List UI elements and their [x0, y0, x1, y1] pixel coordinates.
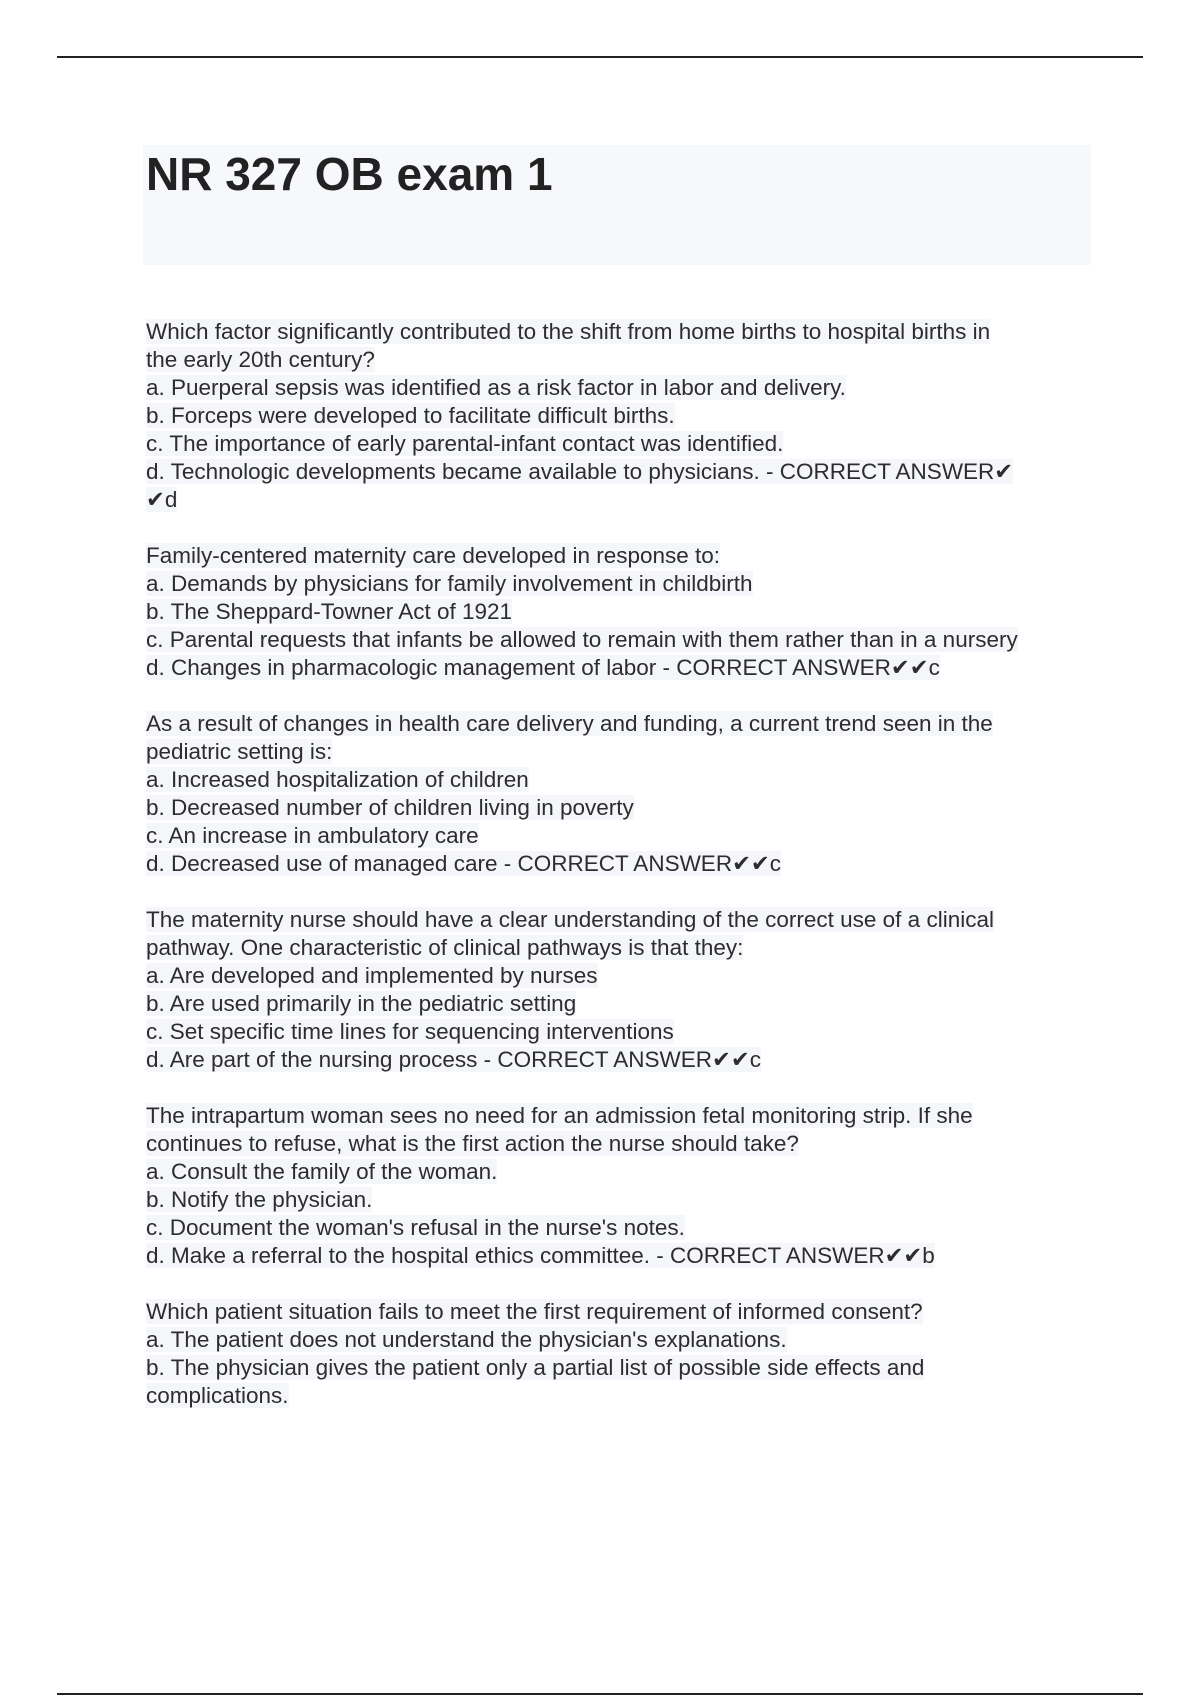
question-4 — [146, 906, 1091, 1074]
option-d-with-answer: d. Are part of the nursing process - CORRECT ANSWER✔✔c — [146, 1047, 761, 1072]
option-c: c. Document the woman's refusal in the nurse's notes. — [146, 1215, 685, 1240]
question-3 — [146, 710, 1091, 878]
footer-rule — [57, 1693, 1143, 1695]
option-a: a. Increased hospitalization of children — [146, 767, 529, 792]
question-list — [146, 318, 1091, 1438]
option-c: c. Set specific time lines for sequencing interventions — [146, 1019, 674, 1044]
option-a: a. Consult the family of the woman. — [146, 1159, 498, 1184]
question-stem-line: The maternity nurse should have a clear understanding of the correct use of a clinical — [146, 907, 994, 932]
option-b-continuation: complications. — [146, 1383, 289, 1408]
question-stem-line: the early 20th century? — [146, 347, 375, 372]
option-d-with-answer: d. Technologic developments became available to physicians. - CORRECT ANSWER✔ — [146, 459, 1014, 484]
option-a: a. The patient does not understand the physician's explanations. — [146, 1327, 787, 1352]
option-d-with-answer: d. Make a referral to the hospital ethics committee. - CORRECT ANSWER✔✔b — [146, 1243, 935, 1268]
option-b: b. Decreased number of children living in poverty — [146, 795, 634, 820]
question-stem-line: Which patient situation fails to meet the first requirement of informed consent? — [146, 1299, 923, 1324]
option-d-with-answer: d. Changes in pharmacologic management of labor - CORRECT ANSWER✔✔c — [146, 655, 940, 680]
question-stem-line: pathway. One characteristic of clinical pathways is that they: — [146, 935, 744, 960]
option-c: c. Parental requests that infants be allowed to remain with them rather than in a nursery — [146, 627, 1018, 652]
question-stem-line: Family-centered maternity care developed in response to: — [146, 543, 721, 568]
question-1 — [146, 318, 1091, 514]
question-5 — [146, 1102, 1091, 1270]
option-b: b. Are used primarily in the pediatric setting — [146, 991, 577, 1016]
option-c: c. The importance of early parental-infant contact was identified. — [146, 431, 784, 456]
option-c: c. An increase in ambulatory care — [146, 823, 479, 848]
header-rule — [57, 56, 1143, 58]
option-b: b. Forceps were developed to facilitate difficult births. — [146, 403, 675, 428]
option-b: b. The physician gives the patient only a partial list of possible side effects and — [146, 1355, 925, 1380]
option-b: b. The Sheppard-Towner Act of 1921 — [146, 599, 513, 624]
question-6 — [146, 1298, 1091, 1410]
question-2 — [146, 542, 1091, 682]
option-a: a. Puerperal sepsis was identified as a risk factor in labor and delivery. — [146, 375, 846, 400]
option-d-with-answer: d. Decreased use of managed care - CORRECT ANSWER✔✔c — [146, 851, 782, 876]
document-title: NR 327 OB exam 1 — [146, 148, 553, 200]
option-b: b. Notify the physician. — [146, 1187, 373, 1212]
question-stem-line: Which factor significantly contributed to the shift from home births to hospital births in — [146, 319, 991, 344]
question-stem-line: As a result of changes in health care delivery and funding, a current trend seen in the — [146, 711, 993, 736]
question-stem-line: The intrapartum woman sees no need for an admission fetal monitoring strip. If she — [146, 1103, 973, 1128]
question-stem-line: continues to refuse, what is the first action the nurse should take? — [146, 1131, 799, 1156]
option-a: a. Demands by physicians for family involvement in childbirth — [146, 571, 753, 596]
question-stem-line: pediatric setting is: — [146, 739, 333, 764]
correct-answer-continuation: ✔d — [146, 487, 178, 512]
option-a: a. Are developed and implemented by nurses — [146, 963, 598, 988]
